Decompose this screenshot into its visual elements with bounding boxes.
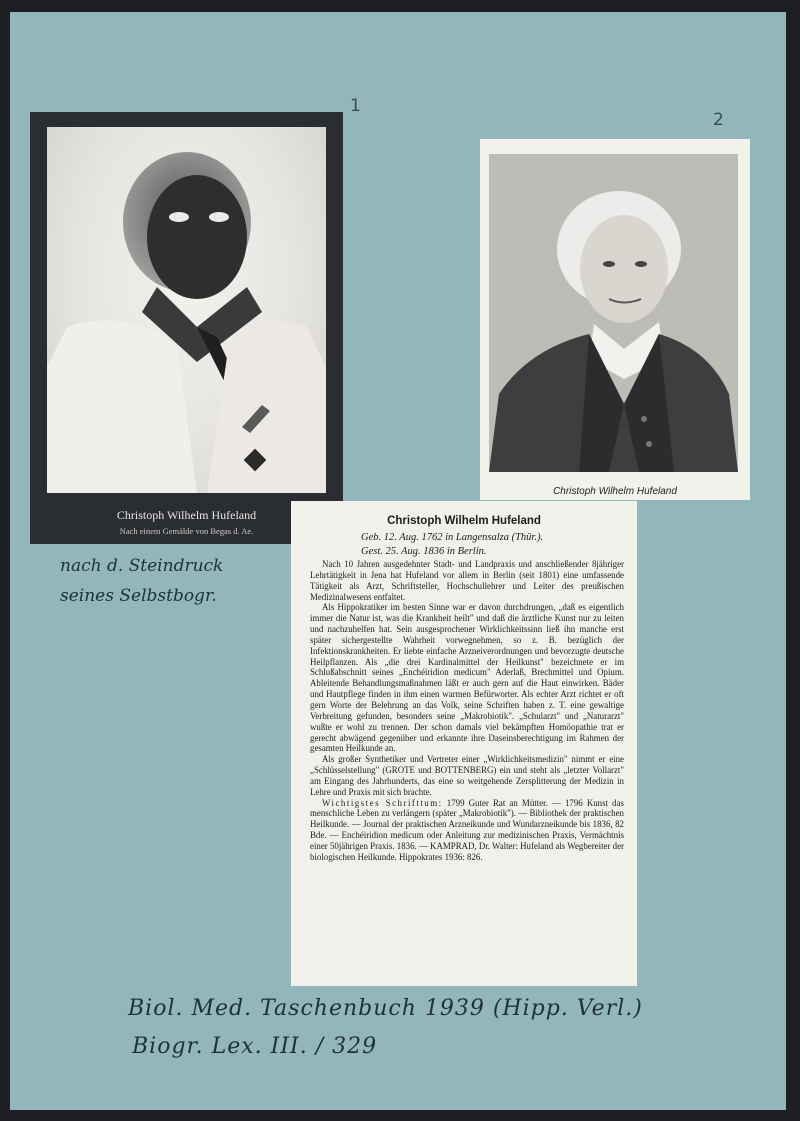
article-paragraph: Nach 10 Jahren ausgedehnter Stadt- und Landpraxis und anschließender 8jähriger Lehrtätigkeit in Jena hat Hufeland vor allem in Berlin (seit 1801) eine umfassende Tätigkeit als Arzt, Schriftsteller, Hochschullehrer und Leiter des preußischen Medizinalwesens entfaltet. bbox=[310, 559, 624, 602]
page-marker-right: 2 bbox=[713, 110, 724, 130]
handwritten-source-line1: Biol. Med. Taschenbuch 1939 (Hipp. Verl.) bbox=[128, 996, 643, 1021]
portrait-photo-negative bbox=[47, 127, 326, 493]
portrait-negative-image bbox=[47, 127, 326, 493]
article-works-label: Wichtigstes Schrifttum: bbox=[322, 797, 443, 808]
handwritten-note-line2: seines Selbstbogr. bbox=[60, 586, 217, 606]
article-works-text: 1799 Guter Rat an Mütter. — 1796 Kunst das menschliche Leben zu verlängern (später „Makrobiotik"). — Bibliothek der praktischen Heilkunde. — Journal der praktischen Arzneikunde und Wundarzneikunde bis 1836, 82 Bde. — Enchéiridion medicum oder Anleitung zur medizinischen Praxis, Vermächtnis einer 50jährigen Praxis. 1836. — KAMPRAD, Dr. Walter: Hufeland als Wegbereiter der biologischen Heilkunde. Hippokrates 1936: 826. bbox=[310, 797, 625, 862]
article-clipping bbox=[291, 501, 637, 986]
portrait-card-engraving bbox=[480, 139, 750, 500]
page-marker-left: 1 bbox=[350, 96, 361, 116]
portrait-engraving-image bbox=[489, 154, 738, 472]
portrait2-caption: Christoph Wilhelm Hufeland bbox=[553, 486, 677, 497]
portrait-photo-engraving bbox=[489, 154, 738, 472]
portrait1-subcaption: Nach einem Gemälde von Begas d. Ae. bbox=[119, 526, 254, 536]
portrait-card-negative bbox=[30, 112, 343, 544]
article-works-paragraph bbox=[310, 798, 624, 863]
article-death-line: Gest. 25. Aug. 1836 in Berlin. bbox=[361, 546, 487, 557]
article-paragraph: Als großer Synthetiker und Vertreter einer „Wirklichkeitsmedizin" nimmt er eine „Schlüsselstellung" (GROTE und BOTTENBERG) ein und steht als „letzter Vollarzt" am Eingang des Jahrhunderts, das eine so weitgehende Zersplitterung der Medizin in Lehre und Praxis mit sich brachte. bbox=[310, 754, 624, 797]
handwritten-source-line2: Biogr. Lex. III. / 329 bbox=[132, 1034, 378, 1059]
portrait1-caption: Christoph Wilhelm Hufeland bbox=[116, 508, 257, 522]
article-birth-line: Geb. 12. Aug. 1762 in Langensalza (Thür.). bbox=[361, 532, 544, 543]
handwritten-note-line1: nach d. Steindruck bbox=[60, 556, 224, 576]
article-paragraph: Als Hippokratiker im besten Sinne war er davon durchdrungen, „daß es eigentlich immer die Natur ist, was die Krankheit heilt" und daß die ärztliche Kunst nur zu leiten und nachzuhelfen hat. Sein ausgesprochener Wirklichkeitssinn ließ ihn manche erst später sichergestellte Wahrheit vorwegnehmen, so z. B. bezüglich der Infektionskrankheiten. Er liebte einfache Arzneiverordnungen und bevorzugte deutsche Heilpflanzen. Als „die drei Kardinalmittel der Heilkunst" bezeichnete er im Schlußabschnitt seines „Enchéiridion medicum" Aderlaß, Brechmittel und Opium. Ableitende Behandlungsmaßnahmen läßt er auch gern auf die Haut einwirken. Bäder und Hautpflege finden in ihm einen warmen Befürworter. Als echter Arzt richtet er oft gern Worte der Belehrung an das Volk, seine Schriften haben z. T. eine gewaltige Verbreitung gefunden, besonders seine „Makrobiotik". „Schularzt" und „Naturarzt" wußte er wohl zu trennen. Der schon damals viel bekämpften Homöopathie trat er gerecht abwägend gegenüber und erkannte ihre Daseinsberechtigung im Rahmen der gesamten Heilkunde an. bbox=[310, 602, 624, 754]
article-title: Christoph Wilhelm Hufeland bbox=[387, 515, 541, 527]
article-body bbox=[310, 559, 624, 863]
